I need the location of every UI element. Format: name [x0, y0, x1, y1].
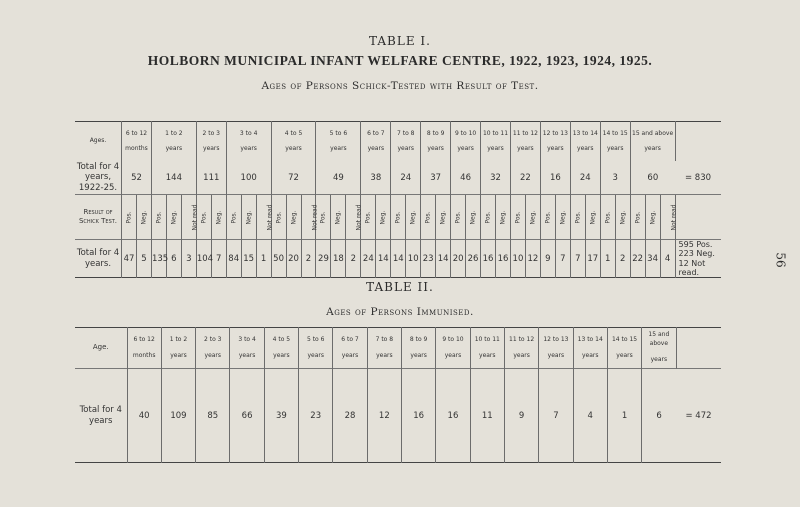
- result-subheader-text: Pos.: [604, 210, 612, 224]
- result-subheader-text: Pos.: [319, 210, 327, 224]
- age-group-header: [161, 328, 195, 369]
- age-range: 15 and above: [632, 129, 674, 137]
- result-subheader-text: Neg.: [589, 210, 597, 224]
- age-total-cell: 100: [226, 161, 271, 195]
- blank-cell: [675, 122, 721, 162]
- total-row-label: Total for 4 years, 1922-25.: [76, 161, 120, 193]
- age-group-header: [299, 328, 333, 369]
- result-subheader: [151, 195, 166, 240]
- result-subheader: [211, 195, 226, 240]
- blank-cell: [676, 328, 721, 369]
- age-group-header: [367, 328, 401, 369]
- result-subheader: [226, 195, 241, 240]
- result-cell: 4: [660, 240, 675, 278]
- age-total-cell: 16: [436, 369, 470, 463]
- result-cell: 26: [466, 240, 481, 278]
- age-range: 14 to 15: [611, 335, 638, 343]
- result-subheader-text: Neg.: [649, 210, 657, 224]
- age-unit: years: [581, 352, 599, 359]
- result-subheader: [540, 195, 555, 240]
- age-unit: months: [125, 144, 148, 152]
- age-range: 2 to 3: [204, 335, 222, 343]
- result-subheader-text: Neg.: [170, 210, 178, 224]
- result-cell: 17: [585, 240, 600, 278]
- age-total-cell: 12: [367, 369, 401, 463]
- age-group-header: [470, 328, 504, 369]
- result-subheader: [122, 195, 137, 240]
- result-cell: 7: [211, 240, 226, 278]
- age-unit: years: [487, 144, 504, 152]
- age-range: 13 to 14: [572, 129, 598, 137]
- result-cell: 50: [271, 240, 286, 278]
- age-total-cell: 109: [161, 369, 195, 463]
- age-total-cell: 52: [122, 161, 152, 195]
- age-group-header: [151, 122, 196, 162]
- age-group-header: [436, 328, 470, 369]
- result-cell: 24: [361, 240, 376, 278]
- age-total-cell: 22: [510, 161, 540, 195]
- age-group-header: [642, 328, 676, 369]
- age-range: 6 to 12: [133, 335, 155, 343]
- age-unit: years: [513, 352, 530, 359]
- result-subheader-text: Neg.: [409, 210, 417, 224]
- result-subheader: [241, 195, 256, 240]
- age-unit: years: [367, 144, 385, 152]
- result-subheader: [421, 195, 436, 240]
- age-total-cell: 9: [504, 369, 538, 463]
- page-number: 56: [773, 252, 788, 268]
- result-subheader-text: Neg.: [499, 210, 507, 224]
- result-subheader-text: Pos.: [514, 210, 522, 224]
- result-cell: 47: [122, 240, 137, 278]
- result-cell: 135: [151, 240, 166, 278]
- age-group-header: [600, 122, 630, 162]
- age-unit: years: [444, 352, 462, 359]
- age-total-cell: 49: [316, 161, 361, 195]
- result-subheader: [660, 195, 678, 240]
- age-group-header: [196, 122, 226, 162]
- result-subheader: [136, 195, 151, 240]
- result-subheader: [181, 195, 199, 240]
- age-unit: years: [240, 144, 257, 152]
- result-cell: 2: [615, 240, 630, 278]
- result-cell: 20: [451, 240, 466, 278]
- age-total-cell: 144: [151, 161, 196, 195]
- age-group-header: [127, 328, 161, 369]
- result-cell: 23: [421, 240, 436, 278]
- result-cell: 6: [166, 240, 181, 278]
- result-subheader: [391, 195, 406, 240]
- age-unit: years: [547, 144, 564, 152]
- result-subheader-text: Not read: [355, 204, 363, 230]
- age-group-header: [361, 122, 391, 162]
- result-subheader-text: Pos.: [275, 210, 283, 224]
- table2-title: TABLE II.: [366, 280, 434, 294]
- age-group-header: [264, 328, 298, 369]
- result-cell: 104: [196, 240, 211, 278]
- age-unit: years: [307, 352, 324, 359]
- result-subheader-text: Pos.: [394, 210, 402, 224]
- result-cell: 20: [286, 240, 301, 278]
- result-cell: 12: [525, 240, 540, 278]
- age-group-header: [333, 328, 367, 369]
- result-subheader-text: Pos.: [544, 210, 552, 224]
- result-subheader-text: Not read: [191, 204, 199, 230]
- age-group-header: [481, 122, 511, 162]
- age-range: 6 to 7: [341, 335, 359, 343]
- age-range: 5 to 6: [306, 335, 325, 343]
- age-group-header: [570, 122, 600, 162]
- age-header: Age.: [92, 343, 109, 352]
- age-total-cell: 16: [402, 369, 436, 463]
- age-range: 12 to 13: [543, 335, 569, 343]
- result-subheader-text: Neg.: [290, 210, 298, 224]
- age-range: 12 to 13: [542, 129, 568, 137]
- age-unit: years: [606, 144, 624, 152]
- result-subheader-text: Neg.: [529, 210, 537, 224]
- age-range: 11 to 12: [512, 129, 538, 137]
- schick-test-table: [75, 121, 721, 278]
- result-cell: 1: [256, 240, 271, 278]
- age-total-cell: 38: [361, 161, 391, 195]
- results-row-label: Total for 4 years.: [75, 240, 122, 278]
- age-range: 4 to 5: [284, 129, 303, 137]
- result-cell: 7: [555, 240, 570, 278]
- age-range: 15 and above: [648, 331, 670, 347]
- age-range: 8 to 9: [426, 129, 445, 137]
- result-subheader: [481, 195, 496, 240]
- age-total-cell: 85: [196, 369, 230, 463]
- result-subheader-text: Pos.: [230, 210, 238, 224]
- age-range: 1 to 2: [165, 129, 183, 137]
- age-unit: years: [517, 144, 534, 152]
- result-subheader: [166, 195, 181, 240]
- result-subheader: [600, 195, 615, 240]
- age-total-cell: 40: [127, 369, 161, 463]
- result-subheader: [256, 195, 274, 240]
- age-group-header: [421, 122, 451, 162]
- result-subheader-text: Not read: [670, 204, 678, 230]
- age-total-cell: 111: [196, 161, 226, 195]
- age-total-cell: 6: [642, 369, 676, 463]
- age-group-header: [573, 328, 607, 369]
- result-subheader: [361, 195, 376, 240]
- age-unit: years: [285, 144, 302, 152]
- age-group-header: [539, 328, 573, 369]
- age-total-cell: 46: [451, 161, 481, 195]
- age-unit: years: [547, 352, 565, 359]
- age-unit: years: [644, 144, 661, 152]
- result-subheader: [615, 195, 630, 240]
- immunised-table: [75, 327, 721, 463]
- age-total-cell: 37: [421, 161, 451, 195]
- age-total-cell: 24: [391, 161, 421, 195]
- table1-subtitle: Ages of Persons Schick-Tested with Result of Test.: [261, 80, 539, 92]
- age-total-cell: 24: [570, 161, 600, 195]
- page-heading: HOLBORN MUNICIPAL INFANT WELFARE CENTRE, 1922, 1923, 1924, 1925.: [147, 53, 653, 68]
- result-subheader-text: Pos.: [155, 210, 163, 224]
- result-subheader-text: Neg.: [439, 210, 447, 224]
- result-cell: 22: [630, 240, 645, 278]
- result-cell: 14: [391, 240, 406, 278]
- result-cell: 3: [181, 240, 196, 278]
- age-unit: months: [132, 352, 156, 359]
- age-total-cell: 66: [230, 369, 264, 463]
- age-group-header: [504, 328, 538, 369]
- result-subheader-text: Neg.: [215, 210, 223, 224]
- result-subheader: [406, 195, 421, 240]
- result-cell: 2: [301, 240, 316, 278]
- result-cell: 16: [481, 240, 496, 278]
- result-subheader-text: Not read: [310, 204, 318, 230]
- age-range: 2 to 3: [202, 129, 221, 137]
- result-subheader: [496, 195, 511, 240]
- age-unit: years: [616, 352, 633, 359]
- age-range: 7 to 8: [397, 129, 415, 137]
- total-row-label: Total for 4 years: [75, 369, 127, 463]
- age-range: 7 to 8: [375, 335, 394, 343]
- age-range: 10 to 11: [482, 129, 509, 137]
- age-group-header: [316, 122, 361, 162]
- result-subheader: [436, 195, 451, 240]
- result-cell: 16: [496, 240, 511, 278]
- result-subheader: [645, 195, 660, 240]
- result-subheader-text: Neg.: [469, 210, 477, 224]
- table1-title: TABLE I.: [369, 34, 431, 48]
- ages-header: Ages.: [89, 137, 107, 145]
- age-unit: years: [650, 356, 668, 364]
- result-cell: 10: [406, 240, 421, 278]
- age-range: 10 to 11: [474, 335, 500, 343]
- age-group-header: [196, 328, 230, 369]
- age-unit: years: [427, 144, 444, 152]
- age-total-cell: 7: [539, 369, 573, 463]
- age-group-header: [402, 328, 436, 369]
- age-range: 3 to 4: [239, 129, 258, 137]
- result-subheader: [196, 195, 211, 240]
- result-cell: 5: [136, 240, 151, 278]
- result-subheader: [346, 195, 361, 240]
- result-subheader: [570, 195, 585, 240]
- age-range: 1 to 2: [169, 335, 188, 343]
- age-unit: years: [376, 352, 393, 359]
- result-subheader: [555, 195, 570, 240]
- age-group-header: [451, 122, 481, 162]
- table2-subtitle: Ages of Persons Immunised.: [326, 306, 474, 318]
- result-subheader-text: Pos.: [634, 210, 642, 224]
- age-unit: years: [204, 352, 222, 359]
- age-unit: years: [577, 144, 594, 152]
- age-total-cell: 23: [299, 369, 333, 463]
- age-unit: years: [410, 352, 427, 359]
- result-cell: 1: [600, 240, 615, 278]
- age-unit: years: [170, 352, 187, 359]
- result-subheader-text: Not read: [266, 204, 274, 230]
- result-subheader-text: Pos.: [574, 210, 582, 224]
- result-cell: 9: [540, 240, 555, 278]
- age-range: 9 to 10: [454, 129, 477, 137]
- age-unit: years: [203, 144, 220, 152]
- age-unit: years: [479, 352, 496, 359]
- age-range: 5 to 6: [329, 129, 348, 137]
- results-total: 595 Pos. 223 Neg. 12 Not read.: [675, 240, 721, 278]
- grand-total: = 472: [676, 369, 721, 463]
- result-subheader-text: Pos.: [125, 210, 133, 224]
- result-subheader: [301, 195, 316, 240]
- result-cell: 14: [436, 240, 451, 278]
- grand-total: = 830: [684, 172, 712, 183]
- result-subheader-text: Neg.: [379, 210, 387, 224]
- age-range: 13 to 14: [577, 335, 603, 343]
- result-subheader-text: Pos.: [454, 210, 462, 224]
- age-unit: years: [273, 352, 290, 359]
- result-subheader-text: Neg.: [559, 210, 567, 224]
- result-subheader: [585, 195, 600, 240]
- age-total-cell: 16: [540, 161, 570, 195]
- age-group-header: [226, 122, 271, 162]
- age-total-cell: 32: [481, 161, 511, 195]
- age-total-cell: 4: [573, 369, 607, 463]
- result-subheader: [510, 195, 525, 240]
- result-subheader-text: Neg.: [334, 210, 342, 224]
- age-unit: years: [397, 144, 414, 152]
- age-range: 3 to 4: [238, 335, 256, 343]
- age-group-header: [271, 122, 316, 162]
- result-header-label: Result of Schick Test.: [75, 195, 122, 240]
- age-unit: years: [165, 144, 183, 152]
- age-total-cell: 3: [600, 161, 630, 195]
- age-total-cell: 1: [607, 369, 641, 463]
- age-unit: years: [341, 352, 359, 359]
- age-group-header: [510, 122, 540, 162]
- age-total-cell: 72: [271, 161, 316, 195]
- age-range: 14 to 15: [602, 129, 628, 137]
- age-group-header: [230, 328, 264, 369]
- result-cell: 84: [226, 240, 241, 278]
- result-subheader: [376, 195, 391, 240]
- result-subheader: [286, 195, 301, 240]
- result-subheader-text: Pos.: [200, 210, 208, 224]
- result-subheader-text: Neg.: [619, 210, 627, 224]
- age-range: 4 to 5: [272, 335, 291, 343]
- age-total-cell: 28: [333, 369, 367, 463]
- result-cell: 7: [570, 240, 585, 278]
- age-group-header: [391, 122, 421, 162]
- result-subheader-text: Pos.: [424, 210, 432, 224]
- blank-cell: [675, 195, 721, 240]
- result-cell: 10: [510, 240, 525, 278]
- result-subheader-text: Neg.: [140, 210, 148, 224]
- age-total-cell: 60: [630, 161, 675, 195]
- result-cell: 15: [241, 240, 256, 278]
- result-cell: 29: [316, 240, 331, 278]
- age-range: 11 to 12: [509, 335, 535, 343]
- result-subheader: [630, 195, 645, 240]
- age-group-header: [630, 122, 675, 162]
- result-subheader-text: Pos.: [484, 210, 492, 224]
- result-subheader-text: Neg.: [245, 210, 253, 224]
- age-unit: years: [330, 144, 347, 152]
- age-group-header: [122, 122, 152, 162]
- result-subheader: [451, 195, 466, 240]
- age-range: 6 to 12: [125, 129, 148, 137]
- result-subheader: [331, 195, 346, 240]
- age-range: 8 to 9: [409, 335, 428, 343]
- result-cell: 34: [645, 240, 660, 278]
- age-range: 6 to 7: [367, 129, 385, 137]
- result-subheader-text: Pos.: [364, 210, 372, 224]
- age-range: 9 to 10: [442, 335, 464, 343]
- result-cell: 2: [346, 240, 361, 278]
- result-cell: 18: [331, 240, 346, 278]
- age-group-header: [540, 122, 570, 162]
- age-total-cell: 39: [264, 369, 298, 463]
- age-total-cell: 11: [470, 369, 504, 463]
- result-subheader: [525, 195, 540, 240]
- age-unit: years: [457, 144, 474, 152]
- age-unit: years: [238, 352, 256, 359]
- age-group-header: [607, 328, 641, 369]
- result-subheader: [466, 195, 481, 240]
- result-cell: 14: [376, 240, 391, 278]
